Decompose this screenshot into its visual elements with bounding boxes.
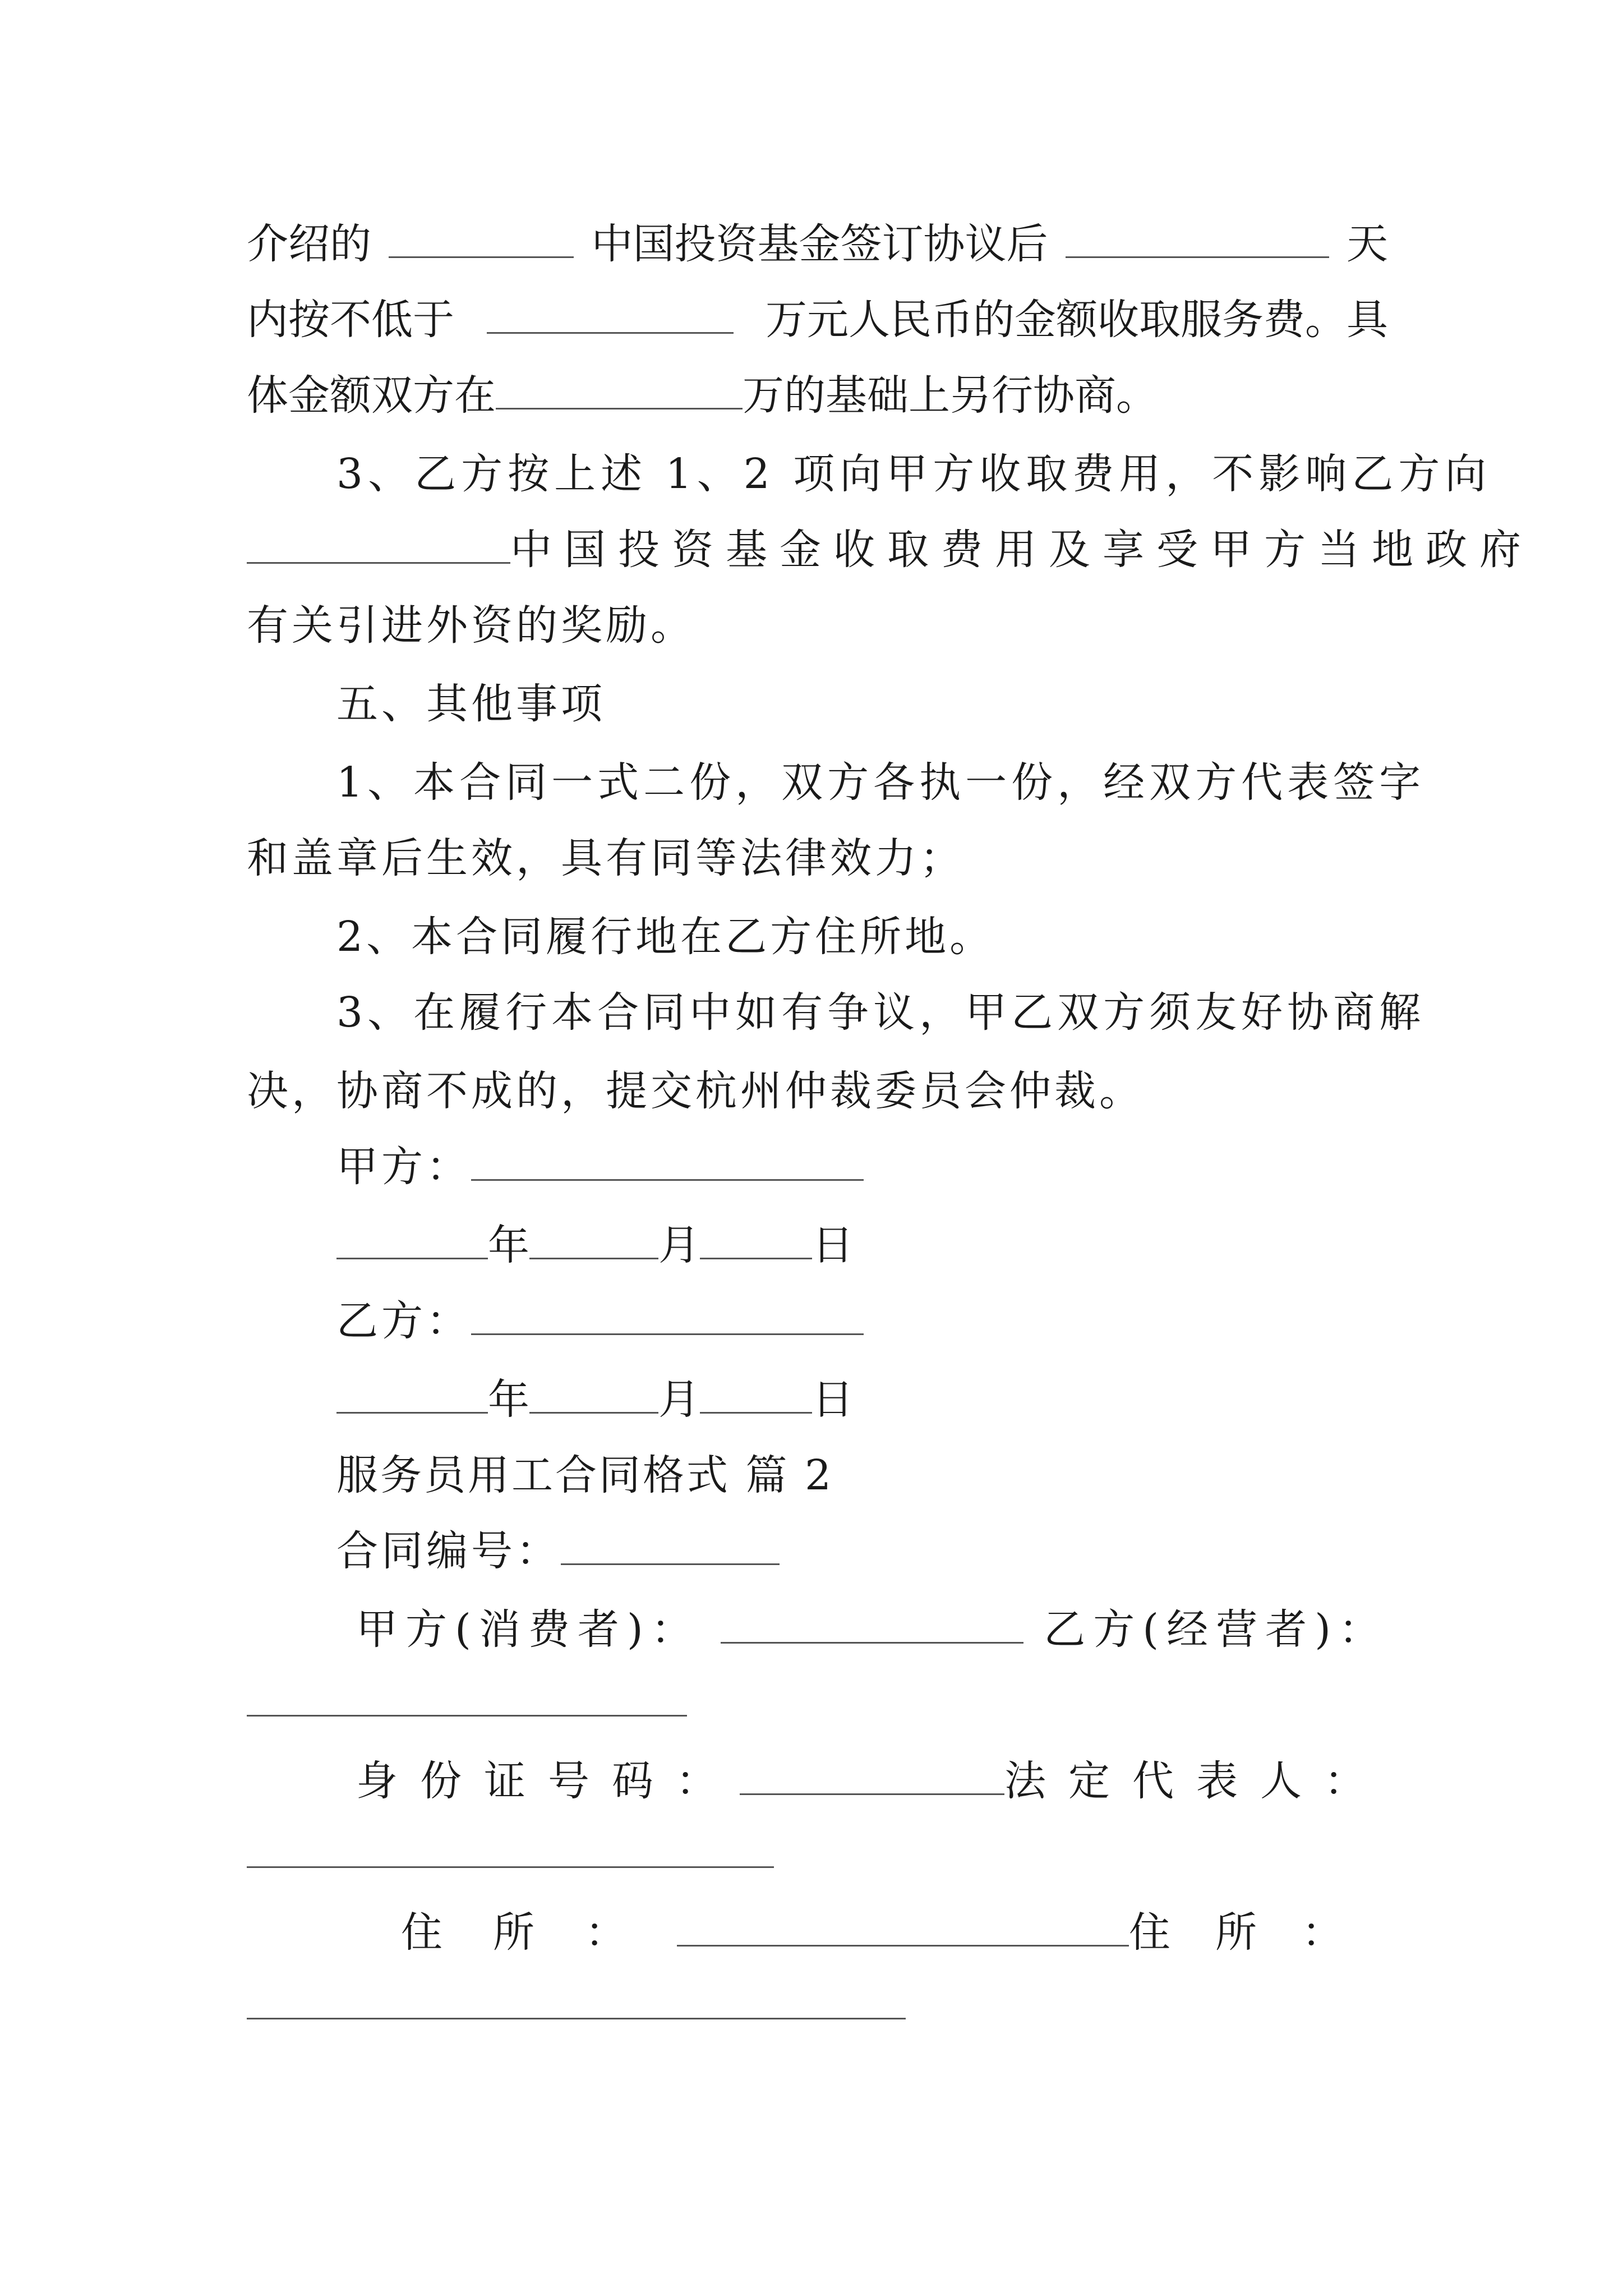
year-field[interactable] — [336, 1375, 488, 1414]
month-label: 月 — [658, 1221, 700, 1269]
contract-number-field[interactable] — [561, 1526, 780, 1565]
text-segment: 中国投资基金收取费用及享受甲方当地政府 — [510, 526, 1533, 574]
operator-label: 乙方(经营者)： — [1044, 1605, 1388, 1654]
text-segment: 3、在履行本合同中如有争议，甲乙双方须友好协商解 — [336, 988, 1426, 1037]
year-field[interactable] — [336, 1221, 488, 1259]
party-b-signature-field[interactable] — [471, 1296, 864, 1335]
paragraph-line — [336, 984, 1425, 1041]
paragraph-line — [247, 1063, 1144, 1119]
contract-number-label: 合同编号： — [336, 1527, 561, 1575]
text-segment: 1、本合同一式二份，双方各执一份，经双方代表签字 — [336, 758, 1426, 807]
operator-field-row — [247, 1674, 687, 1731]
fill-blank[interactable] — [247, 525, 510, 564]
text-segment: 有关引进外资的奖励。 — [247, 601, 695, 650]
text-segment: 3、乙方按上述 1、2 项向甲方收取费用，不影响乙方向 — [336, 450, 1492, 498]
fill-blank[interactable] — [1066, 219, 1329, 258]
year-label: 年 — [488, 1221, 529, 1269]
paragraph-line — [336, 909, 994, 965]
legal-rep-field-row — [247, 1826, 774, 1882]
contract-number-row — [336, 1523, 780, 1579]
address-label-left: 住所： — [401, 1908, 677, 1957]
paragraph-line — [336, 754, 1425, 811]
day-field[interactable] — [700, 1375, 812, 1414]
month-field[interactable] — [529, 1375, 658, 1414]
year-label: 年 — [488, 1375, 529, 1424]
text-segment: 和盖章后生效，具有同等法律效力； — [247, 834, 965, 882]
fill-blank[interactable] — [487, 295, 734, 334]
day-field[interactable] — [700, 1221, 812, 1259]
paragraph-line — [247, 830, 965, 886]
address-label-right: 住所： — [1129, 1908, 1388, 1957]
fill-blank[interactable] — [496, 371, 743, 409]
party-a-signature — [336, 1139, 864, 1195]
paragraph-line — [247, 216, 1388, 272]
text-segment: 体金额双方在 — [247, 371, 496, 420]
fill-blank[interactable] — [389, 219, 574, 258]
paragraph-line — [336, 446, 1492, 502]
section-title: 服务员用工合同格式 篇 2 — [336, 1451, 834, 1499]
month-field[interactable] — [529, 1221, 658, 1259]
text-segment: 万元人民币的金额收取服务费。具 — [766, 296, 1388, 344]
text-segment: 2、本合同履行地在乙方住所地。 — [336, 913, 995, 961]
party-a-label: 甲方： — [336, 1143, 471, 1191]
text-segment: 中国投资基金签订协议后 — [591, 220, 1048, 268]
id-legal-rep-row — [356, 1753, 1388, 1809]
section-heading — [336, 676, 606, 732]
address-field-a[interactable] — [677, 1908, 1129, 1947]
consumer-operator-row — [356, 1602, 1388, 1658]
day-label: 日 — [812, 1221, 854, 1269]
month-label: 月 — [658, 1375, 700, 1424]
address-field-b[interactable] — [247, 1981, 906, 2019]
paragraph-line — [247, 292, 1388, 348]
text-segment: 五、其他事项 — [336, 680, 606, 728]
legal-rep-field[interactable] — [247, 1829, 774, 1868]
text-segment: 万的基础上另行协商。 — [743, 371, 1158, 420]
address-row — [401, 1904, 1388, 1961]
text-segment: 决，协商不成的，提交杭州仲裁委员会仲裁。 — [247, 1067, 1144, 1115]
paragraph-line — [247, 522, 1533, 578]
id-number-label: 身份证号码： — [356, 1757, 740, 1805]
operator-field[interactable] — [247, 1678, 687, 1717]
party-b-signature — [336, 1293, 864, 1349]
contract-2-title — [336, 1447, 833, 1503]
consumer-field[interactable] — [721, 1605, 1023, 1644]
party-b-date — [336, 1372, 854, 1428]
paragraph-line — [247, 367, 1158, 424]
address-field-row — [247, 1977, 906, 2033]
party-a-signature-field[interactable] — [471, 1142, 864, 1181]
text-segment: 内按不低于 — [247, 296, 454, 344]
consumer-label: 甲方(消费者)： — [356, 1605, 700, 1654]
text-segment: 天 — [1347, 220, 1388, 268]
id-number-field[interactable] — [740, 1756, 1004, 1795]
paragraph-line — [247, 597, 695, 654]
party-b-label: 乙方： — [336, 1297, 471, 1345]
legal-rep-label: 法定代表人： — [1004, 1757, 1388, 1805]
party-a-date — [336, 1217, 854, 1273]
text-segment: 介绍的 — [247, 220, 371, 268]
day-label: 日 — [812, 1375, 854, 1424]
